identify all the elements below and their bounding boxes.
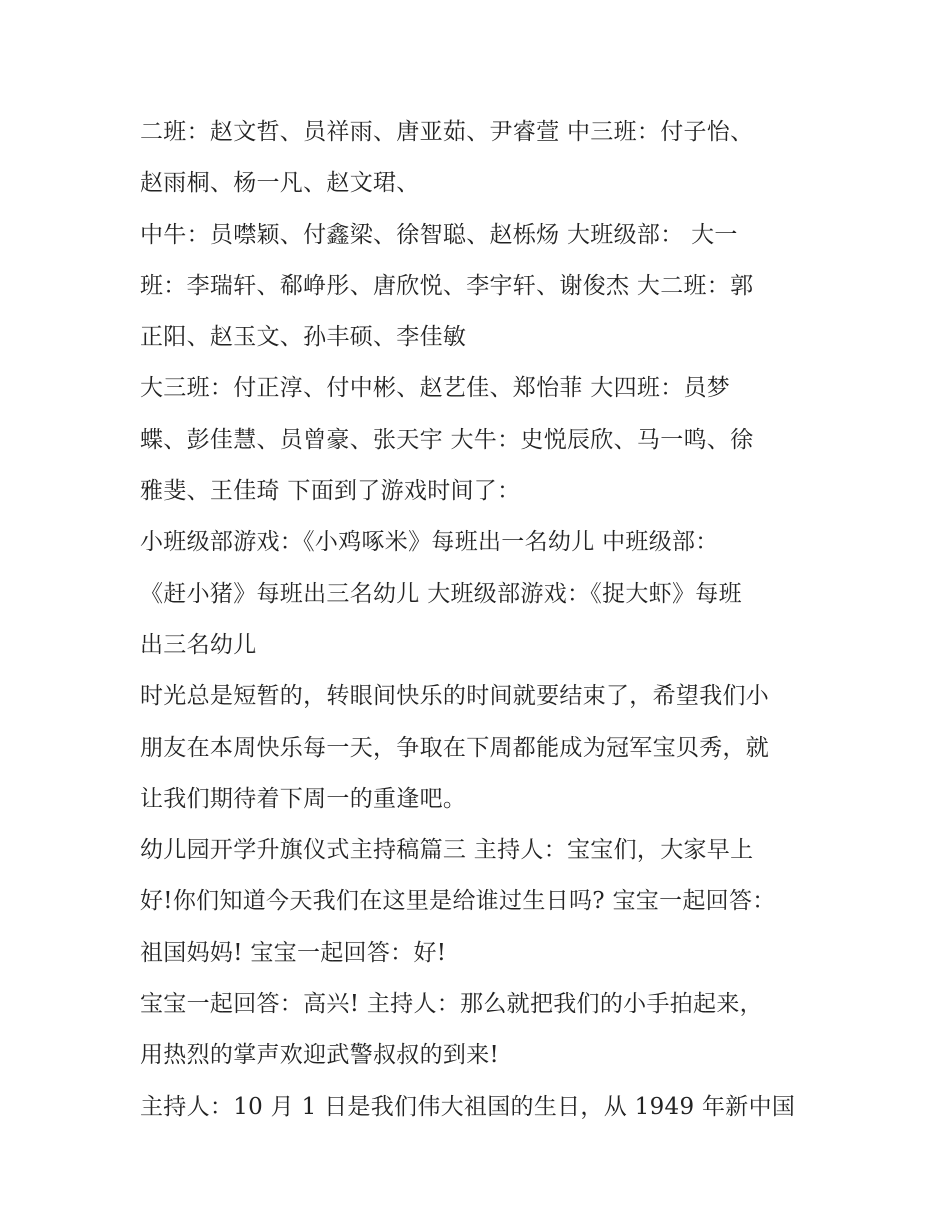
text-line: 朋友在本周快乐每一天，争取在下周都能成为冠军宝贝秀，就: [140, 734, 770, 761]
text-line: 中牛：员噤颖、付鑫梁、徐智聪、赵栎炀 大班级部： 大一: [140, 221, 738, 248]
text-line: 幼儿园开学升旗仪式主持稿篇三 主持人：宝宝们，大家早上: [140, 837, 754, 864]
text-line: 《赶小猪》每班出三名幼儿 大班级部游戏：《捉大虾》每班: [140, 580, 742, 607]
text-line: 正阳、赵玉文、孙丰硕、李佳敏: [140, 324, 467, 351]
text-line: 主持人：10 月 1 日是我们伟大祖国的生日，从 1949 年新中国: [140, 1093, 796, 1120]
text-line: 出三名幼儿: [140, 631, 257, 658]
text-line: 赵雨桐、杨一凡、赵文珺、: [140, 170, 420, 197]
text-line: 大三班：付正淳、付中彬、赵艺佳、郑怡菲 大四班：员梦: [140, 375, 731, 402]
text-line: 让我们期待着下周一的重逢吧。: [140, 785, 467, 812]
text-line: 班：李瑞轩、郗峥彤、唐欣悦、李宇轩、谢俊杰 大二班：郭: [140, 272, 754, 299]
text-line: 蝶、彭佳慧、员曾豪、张天宇 大牛：史悦辰欣、马一鸣、徐: [140, 426, 754, 453]
text-line: 宝宝一起回答：高兴! 主持人：那么就把我们的小手拍起来，: [140, 991, 763, 1018]
document-body: [140, 107, 820, 1133]
text-line: 用热烈的掌声欢迎武警叔叔的到来!: [140, 1042, 500, 1069]
text-line: 雅斐、王佳琦 下面到了游戏时间了：: [140, 478, 521, 505]
text-line: 小班级部游戏：《小鸡啄米》每班出一名幼儿 中班级部：: [140, 529, 719, 556]
text-line: 时光总是短暂的，转眼间快乐的时间就要结束了，希望我们小: [140, 683, 770, 710]
text-line: 二班：赵文哲、员祥雨、唐亚茹、尹睿萱 中三班：付子怡、: [140, 119, 754, 145]
text-line: 好!你们知道今天我们在这里是给谁过生日吗? 宝宝一起回答：: [140, 888, 776, 915]
text-line: 祖国妈妈! 宝宝一起回答：好!: [140, 939, 447, 966]
